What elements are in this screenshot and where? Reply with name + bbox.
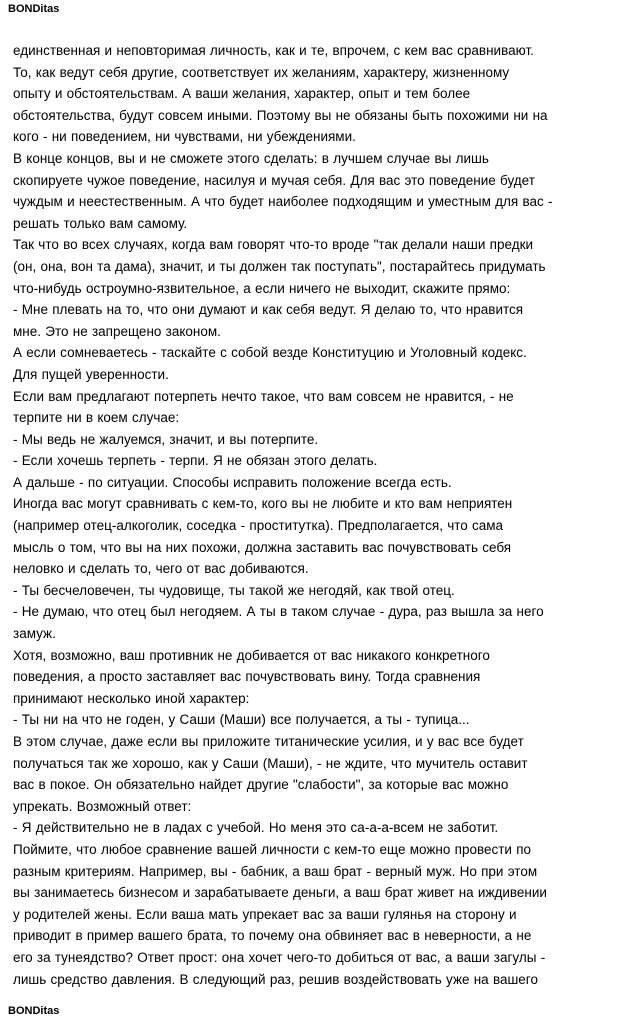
text-line: В конце концов, вы и не сможете этого сделать: в лучшем случае вы лишь bbox=[13, 150, 489, 166]
text-line: замуж. bbox=[13, 626, 56, 642]
footer-watermark: BONDitas bbox=[8, 1005, 60, 1017]
text-line: скопируете чужое поведение, насилуя и мучая себя. Для вас это поведение будет bbox=[13, 172, 535, 188]
text-line: - Мне плевать на то, что они думают и как себя ведут. Я делаю то, что нравится bbox=[13, 302, 524, 318]
text-line: принимают несколько иной характер: bbox=[13, 690, 250, 706]
text-line: мысль о том, что вы на них похожи, должна заставить вас почувствовать себя bbox=[13, 539, 512, 555]
text-line: То, как ведут себя другие, соответствует их желаниям, характеру, жизненному bbox=[13, 64, 510, 80]
text-line: у родителей жены. Если ваша мать упрекает вас за ваши гулянья на сторону и bbox=[13, 906, 517, 922]
text-line: А дальше - по ситуации. Способы исправить положение всегда есть. bbox=[13, 474, 452, 490]
text-line: (например отец-алкоголик, соседка - проститутка). Предполагается, что сама bbox=[13, 518, 504, 534]
text-line: - Ты ни на что не годен, у Саши (Маши) все получается, а ты - тупица... bbox=[13, 712, 470, 728]
text-line: поведения, а просто заставляет вас почувствовать вину. Тогда сравнения bbox=[13, 669, 481, 685]
text-line: решать только вам самому. bbox=[13, 215, 188, 231]
text-line: В этом случае, даже если вы приложите титанические усилия, и у вас все будет bbox=[13, 734, 524, 749]
text-line: Так что во всех случаях, когда вам говорят что-то вроде "так делали наши предки bbox=[13, 237, 534, 253]
text-line: его за тунеядство? Ответ прост: она хочет чего-то добиться от вас, а ваши загулы - bbox=[13, 949, 546, 965]
page-body bbox=[13, 40, 610, 990]
text-line: (он, она, вон та дама), значит, и ты должен так поступать", постарайтесь придумать bbox=[13, 258, 546, 274]
text-line: опыту и обстоятельствам. А ваши желания, характер, опыт и тем более bbox=[13, 86, 471, 102]
text-line: неловко и сделать то, чего от вас добиваются. bbox=[13, 561, 309, 577]
text-line: вас в покое. Он обязательно найдет другие "слабости", за которые вас можно bbox=[13, 777, 509, 793]
text-line: разным критериям. Например, вы - бабник, а ваш брат - верный муж. Но при этом bbox=[13, 863, 538, 879]
text-line: приводит в пример вашего брата, то почему она обвиняет вас в неверности, а не bbox=[13, 928, 532, 944]
text-line: мне. Это не запрещено законом. bbox=[13, 323, 221, 339]
text-line: обстоятельства, будут совсем иными. Поэтому вы не обязаны быть похожими ни на bbox=[13, 107, 548, 123]
text-line: терпите ни в коем случае: bbox=[13, 410, 180, 426]
text-line: лишь средство давления. В следующий раз, решив воздействовать уже на вашего bbox=[13, 971, 538, 987]
text-line: вы занимаетесь бизнесом и зарабатываете деньги, а ваш брат живет на иждивении bbox=[13, 885, 547, 901]
text-line: Для пущей уверенности. bbox=[13, 366, 169, 382]
text-line: Иногда вас могут сравнивать с кем-то, кого вы не любите и кто вам неприятен bbox=[13, 496, 513, 512]
text-line: - Не думаю, что отец был негодяем. А ты в таком случае - дура, раз вышла за него bbox=[13, 604, 544, 620]
text-line: кого - ни поведением, ни чувствами, ни убеждениями. bbox=[13, 129, 356, 145]
text-line: что-нибудь остроумно-язвительное, а если ничего не выходит, скажите прямо: bbox=[13, 280, 511, 296]
text-line: упрекать. Возможный ответ: bbox=[13, 798, 192, 814]
text-line: Хотя, возможно, ваш противник не добивается от вас никакого конкретного bbox=[13, 647, 490, 663]
text-line: А если сомневаетесь - таскайте с собой везде Конституцию и Уголовный кодекс. bbox=[13, 345, 527, 361]
text-line: чуждым и неестественным. А что будет наиболее подходящим и уместным для вас - bbox=[13, 194, 553, 210]
text-line: - Если хочешь терпеть - терпи. Я не обязан этого делать. bbox=[13, 453, 378, 469]
text-line: Если вам предлагают потерпеть нечто такое, что вам совсем не нравится, - не bbox=[13, 388, 514, 404]
text-line: - Я действительно не в ладах с учебой. Но меня это са-а-а-всем не заботит. bbox=[13, 820, 499, 836]
text-line: Поймите, что любое сравнение вашей личности с кем-то еще можно провести по bbox=[13, 841, 532, 857]
text-line: - Мы ведь не жалуемся, значит, и вы потерпите. bbox=[13, 431, 319, 447]
text-line: единственная и неповторимая личность, как и те, впрочем, с кем вас сравнивают. bbox=[13, 43, 534, 58]
text-line: получаться так же хорошо, как у Саши (Маши), - не ждите, что мучитель оставит bbox=[13, 755, 528, 771]
header-watermark: BONDitas bbox=[8, 3, 60, 15]
text-line: - Ты бесчеловечен, ты чудовище, ты такой же негодяй, как твой отец. bbox=[13, 582, 455, 598]
